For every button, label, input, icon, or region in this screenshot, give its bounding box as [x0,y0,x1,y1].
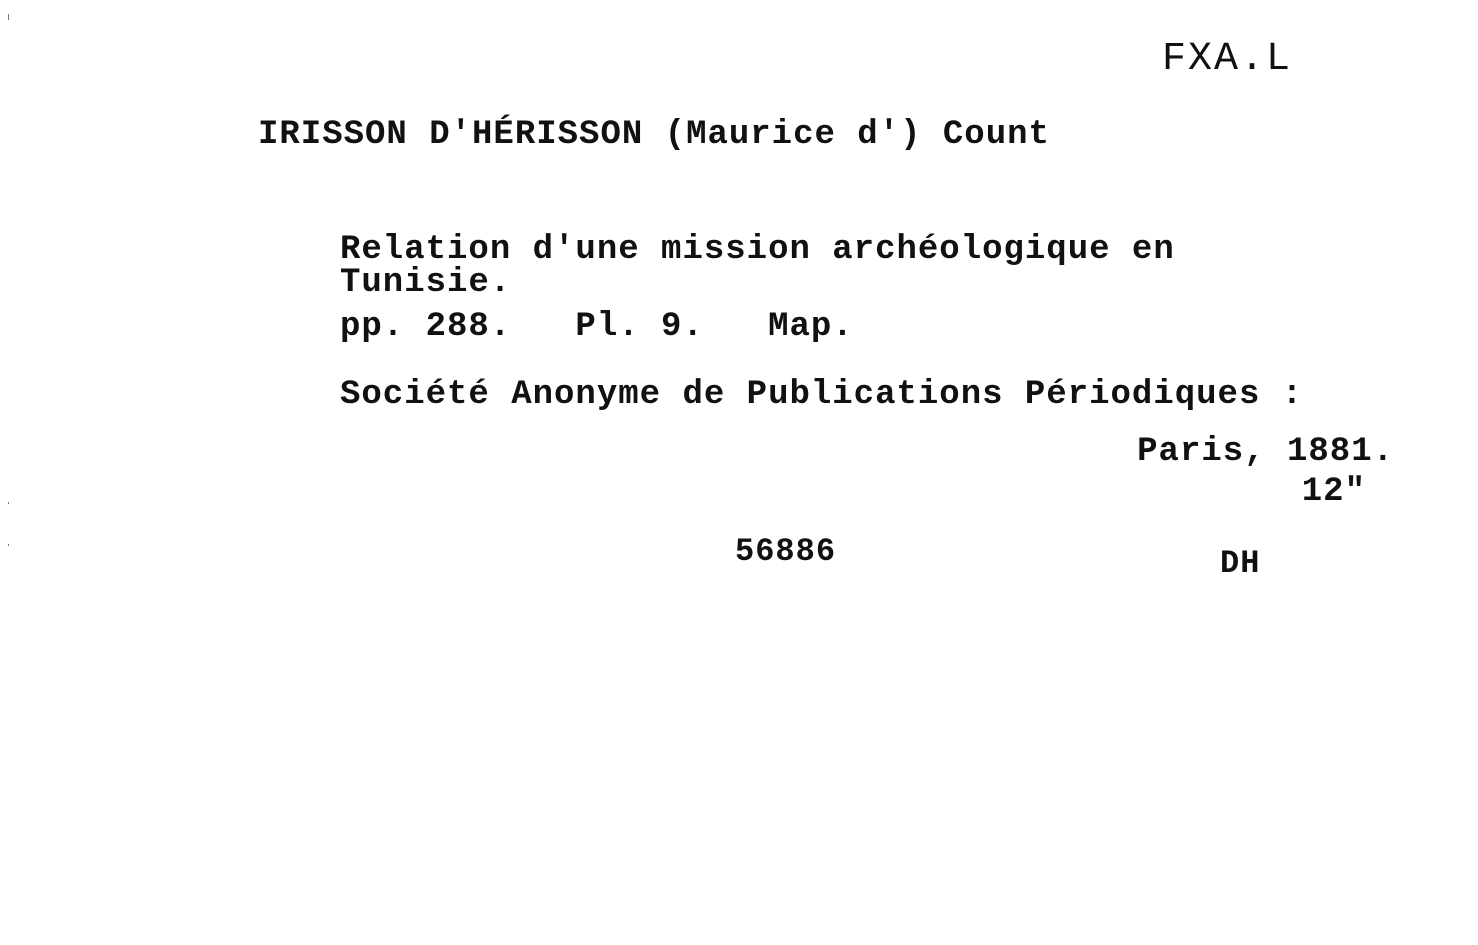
cataloger-initials: DH [1220,545,1261,582]
scan-mark [8,502,9,504]
call-number: FXA.L [1162,37,1293,82]
collation: pp. 288. Pl. 9. Map. [340,308,854,346]
title-line-2: Tunisie. [340,264,512,302]
author-heading: IRISSON D'HÉRISSON (Maurice d') Count [258,116,1050,154]
size: 12" [1301,473,1366,511]
scan-mark [8,14,9,20]
place-and-date: Paris, 1881. [1137,433,1394,471]
scan-mark [8,544,9,546]
title-line-1: Relation d'une mission archéologique en [340,231,1175,269]
publisher: Société Anonyme de Publications Périodiques : [340,376,1304,414]
accession-number: 56886 [735,533,837,570]
